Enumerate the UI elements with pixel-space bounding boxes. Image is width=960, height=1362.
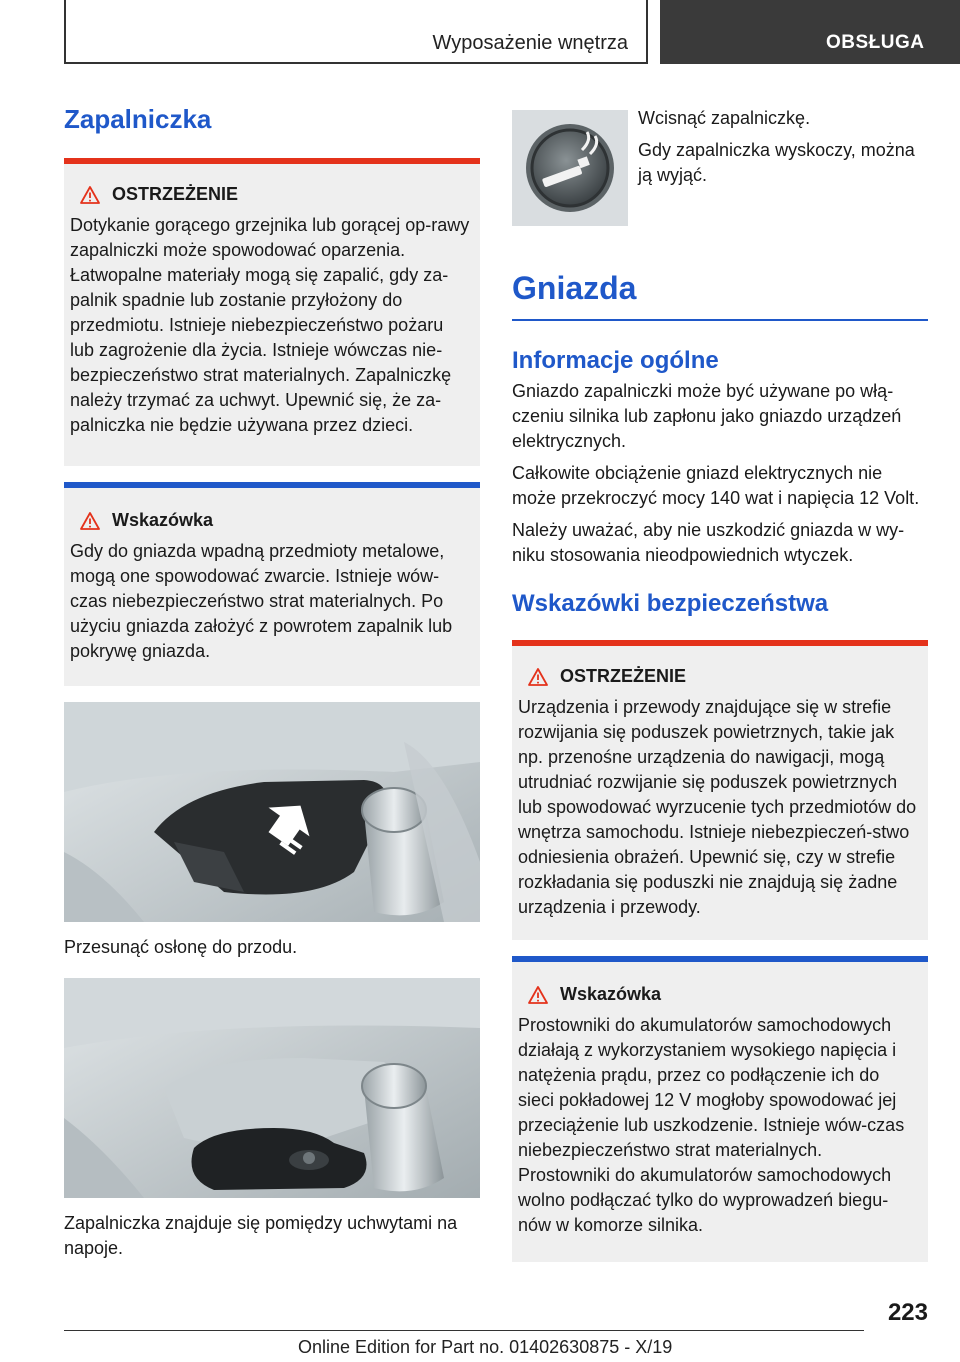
safety-warning-box [512,646,928,940]
warning-icon [528,668,548,686]
safety-warning-text: Urządzenia i przewody znajdujące się w strefie rozwijania się poduszek powietrznych, takie jak np. przenośne urządzenia do nawigacji, mogą utrudniać rozwijanie się poduszek powietrznych lub spowodować wyrzucenie tych przedmiotów do wnętrza samochodu. Istnieje niebezpieczeń-stwo odniesienia obrażeń. Upewnić się, czy w strefie rozkładania się poduszki nie znajdują się żadne urządzenia i przewody. [518,697,917,917]
warning-label: OSTRZEŻENIE [112,184,239,204]
footer-edition: Online Edition for Part no. 01402630875 - X/19 [298,1337,673,1357]
caption-lighter-location: Zapalniczka znajduje się pomiędzy uchwytami na napoje. [64,1213,458,1258]
cupholder-photo [64,978,480,1198]
footer-divider [64,1330,864,1331]
general-info-p3: Należy uważać, aby nie uszkodzić gniazda w wy-niku stosowania nieodpowiednich wtyczek. [512,520,905,565]
caption-cover: Przesunąć osłonę do przodu. [64,937,298,957]
lighter-heading: Zapalniczka [64,104,212,134]
header-section-box [64,0,648,64]
sockets-heading: Gniazda [512,270,637,306]
sockets-rule [512,319,928,321]
warning-icon [80,186,100,204]
lighter-warning-box [64,164,480,466]
safety-warning-label: OSTRZEŻENIE [560,666,687,686]
press-step: Wcisnąć zapalniczkę. [638,108,811,128]
general-info-p2: Całkowite obciążenie gniazd elektrycznych nie może przekroczyć mocy 140 wat i napięcia 12 Volt. [512,463,920,508]
left-column [64,90,480,1261]
lighter-button-photo [512,110,628,226]
general-info-p1: Gniazdo zapalniczki może być używane po włą-czeniu silnika lub zapłonu jako gniazdo urządzeń elektrycznych. [512,381,902,451]
note-label: Wskazówka [112,510,214,530]
note-text: Gdy do gniazda wpadną przedmioty metalowe, mogą one spowodować zwarcie. Istnieje wów-czas niebezpieczeństwo strat materialnych. Po użyciu gniazda założyć z powrotem zapalnik lub pokrywę gniazda. [70,541,453,661]
general-info-heading: Informacje ogólne [512,347,719,374]
safety-heading: Wskazówki bezpieczeństwa [512,590,829,617]
header-chapter-title: OBSŁUGA [826,32,925,53]
warning-text: Dotykanie gorącego grzejnika lub gorącej op-rawy zapalniczki może spowodować oparzenia. Łatwopalne materiały mogą się zapalić, gdy za-palnik spadnie lub zostanie przyłożony do przedmiotu. Istnieje niebezpieczeństwo pożaru lub zagrożenie dla życia. Istnieje wówczas nie-bezpieczeństwo strat materialnych. Zapalniczkę należy trzymać za uchwyt. Upewnić się, że za-palniczka nie będzie używana przez dzieci. [70,215,470,435]
header-section-title: Wyposażenie wnętrza [432,32,628,54]
note-icon [528,986,548,1004]
remove-step: Gdy zapalniczka wyskoczy, można ją wyjąć. [638,140,915,185]
lighter-note-box [64,488,480,686]
page-number: 223 [887,1299,928,1326]
safety-note-box [512,962,928,1262]
safety-note-label: Wskazówka [560,984,662,1004]
console-cover-photo [64,702,480,922]
right-column [512,90,928,1262]
safety-note-text: Prostowniki do akumulatorów samochodowych działają z wykorzystaniem wysokiego napięcia i natężenia prądu, przez co podłączenie ich do sieci pokładowej 12 V mogłoby spowodować jej przeciążenie lub uszkodzenie. Istnieje wów-czas niebezpieczeństwo strat materialnych. Prostowniki do akumulatorów samochodowych wolno podłączać tylko do wyprowadzeń biegu-nów w komorze silnika. [518,1015,905,1235]
note-icon [80,512,100,530]
